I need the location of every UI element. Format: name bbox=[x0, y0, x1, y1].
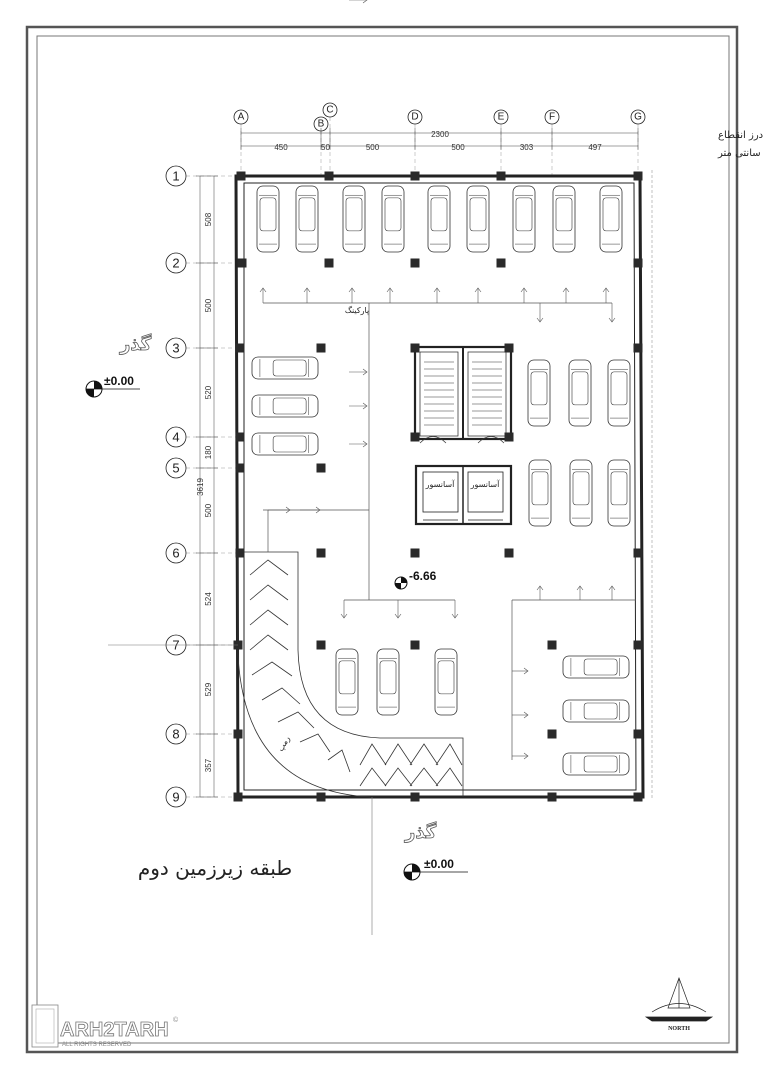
column-28 bbox=[548, 641, 557, 650]
column-29 bbox=[634, 641, 643, 650]
level-text-floor: -6.66 bbox=[409, 569, 437, 583]
column-7 bbox=[411, 259, 420, 268]
grid-label-col-G: G bbox=[634, 111, 642, 123]
car-7 bbox=[553, 186, 575, 252]
dim-col-1: 50 bbox=[321, 143, 330, 152]
column-30 bbox=[234, 730, 243, 739]
logo-subtext: ALL RIGHTS RESERVED bbox=[62, 1042, 132, 1048]
grid-label-col-D: D bbox=[411, 111, 419, 123]
column-13 bbox=[505, 344, 514, 353]
column-34 bbox=[317, 793, 326, 802]
dim-row-7: 357 bbox=[204, 758, 213, 773]
column-17 bbox=[236, 433, 245, 442]
sheet-frame-inner bbox=[37, 36, 729, 1043]
column-5 bbox=[238, 259, 247, 268]
column-20 bbox=[236, 549, 245, 558]
car-22 bbox=[563, 700, 629, 722]
column-15 bbox=[411, 433, 420, 442]
car-2 bbox=[343, 186, 365, 252]
column-12 bbox=[411, 344, 420, 353]
dim-col-5: 497 bbox=[588, 143, 602, 152]
dim-col-4: 303 bbox=[519, 143, 534, 152]
column-36 bbox=[548, 793, 557, 802]
car-16 bbox=[570, 460, 592, 526]
arrow-heads bbox=[260, 0, 615, 759]
grid-label-row-3: 3 bbox=[172, 340, 180, 356]
column-1 bbox=[325, 172, 334, 181]
grid-label-row-7: 7 bbox=[172, 637, 180, 653]
dim-row-3: 180 bbox=[204, 445, 213, 460]
grid-label-row-5: 5 bbox=[172, 460, 180, 476]
column-32 bbox=[634, 730, 643, 739]
car-20 bbox=[435, 649, 457, 715]
car-5 bbox=[467, 186, 489, 252]
logo bbox=[32, 1005, 179, 1048]
grid-label-row-2: 2 bbox=[172, 255, 180, 271]
car-21 bbox=[563, 656, 629, 678]
grid-label-row-9: 9 bbox=[172, 789, 180, 805]
street-label-west: گذر bbox=[120, 334, 152, 355]
car-15 bbox=[529, 460, 551, 526]
car-12 bbox=[528, 360, 550, 426]
column-21 bbox=[317, 549, 326, 558]
column-33 bbox=[234, 793, 243, 802]
car-14 bbox=[608, 360, 630, 426]
car-9 bbox=[252, 357, 318, 379]
car-1 bbox=[296, 186, 318, 252]
column-11 bbox=[317, 344, 326, 353]
overall-height-dim: 3619 bbox=[196, 478, 205, 496]
column-27 bbox=[411, 641, 420, 650]
car-6 bbox=[513, 186, 535, 252]
column-31 bbox=[548, 730, 557, 739]
dim-col-2: 500 bbox=[365, 143, 380, 152]
column-24 bbox=[634, 549, 643, 558]
column-0 bbox=[237, 172, 246, 181]
car-11 bbox=[252, 433, 318, 455]
column-18 bbox=[236, 464, 245, 473]
sheet-frame-outer bbox=[27, 27, 737, 1052]
dim-row-5: 524 bbox=[204, 592, 213, 606]
column-19 bbox=[317, 464, 326, 473]
street-label-south: گذر bbox=[405, 822, 437, 843]
north-arrow bbox=[646, 978, 712, 1021]
column-6 bbox=[325, 259, 334, 268]
column-9 bbox=[634, 259, 643, 268]
grid-label-col-B: B bbox=[317, 118, 325, 130]
column-26 bbox=[317, 641, 326, 650]
dim-row-1: 500 bbox=[204, 298, 213, 313]
joint-note-line2: سانتی متر bbox=[718, 148, 761, 159]
grid-label-col-F: F bbox=[548, 111, 556, 123]
column-14 bbox=[634, 344, 643, 353]
column-3 bbox=[497, 172, 506, 181]
ramp-label: رمپ bbox=[275, 734, 292, 753]
car-4 bbox=[428, 186, 450, 252]
car-3 bbox=[382, 186, 404, 252]
elevator-label-2: آسانسور bbox=[470, 480, 500, 489]
grid-label-row-4: 4 bbox=[172, 429, 180, 445]
car-18 bbox=[336, 649, 358, 715]
column-10 bbox=[236, 344, 245, 353]
grid-label-row-1: 1 bbox=[172, 168, 180, 184]
level-marker-floor bbox=[395, 577, 407, 589]
logo-text: ARH2TARH bbox=[60, 1019, 169, 1041]
grid-label-col-A: A bbox=[237, 111, 245, 123]
dim-row-4: 500 bbox=[204, 503, 213, 518]
joint-note-line1: درز انقطاع bbox=[718, 130, 764, 141]
level-text-west: ±0.00 bbox=[104, 374, 134, 388]
dim-row-6: 529 bbox=[204, 682, 213, 697]
arrow-head-r20 bbox=[363, 0, 367, 3]
car-23 bbox=[563, 753, 629, 775]
dim-col-3: 500 bbox=[451, 143, 465, 152]
column-4 bbox=[634, 172, 643, 181]
car-13 bbox=[569, 360, 591, 426]
dim-row-2: 520 bbox=[204, 385, 213, 400]
svg-text:©: © bbox=[173, 1017, 179, 1024]
grid-label-row-8: 8 bbox=[172, 726, 180, 742]
car-10 bbox=[252, 395, 318, 417]
north-label: NORTH bbox=[668, 1026, 690, 1032]
car-17 bbox=[608, 460, 630, 526]
elevator-shaft bbox=[416, 466, 511, 524]
overall-width-dim: 2300 bbox=[431, 130, 449, 139]
column-8 bbox=[497, 259, 506, 268]
dim-col-0: 450 bbox=[274, 143, 288, 152]
grid-label-col-C: C bbox=[326, 104, 334, 116]
car-8 bbox=[600, 186, 622, 252]
car-0 bbox=[257, 186, 279, 252]
column-35 bbox=[411, 793, 420, 802]
grid-label-row-6: 6 bbox=[172, 545, 180, 561]
dim-row-0: 508 bbox=[204, 212, 213, 227]
grid-label-col-E: E bbox=[497, 111, 505, 123]
drawing-title: طبقه زیرزمین دوم bbox=[137, 856, 293, 880]
column-23 bbox=[505, 549, 514, 558]
column-37 bbox=[634, 793, 643, 802]
parking-label: پارکینگ bbox=[344, 306, 370, 315]
level-text-south: ±0.00 bbox=[424, 857, 454, 871]
car-19 bbox=[377, 649, 399, 715]
column-16 bbox=[505, 433, 514, 442]
column-2 bbox=[411, 172, 420, 181]
elevator-label-1: آسانسور bbox=[425, 480, 455, 489]
column-22 bbox=[411, 549, 420, 558]
